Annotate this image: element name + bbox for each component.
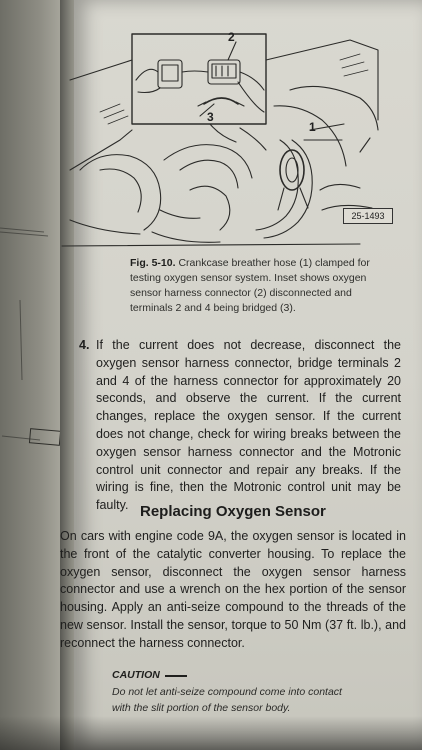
bottom-shadow bbox=[0, 716, 422, 750]
caution-title: CAUTION bbox=[112, 669, 160, 681]
label-2: 2 bbox=[228, 30, 235, 44]
figure-caption bbox=[130, 256, 380, 316]
figure-label: Fig. 5-10. bbox=[130, 257, 176, 269]
caution-text: Do not let anti-seize compound come into contact with the slit portion of the sensor body. bbox=[112, 686, 342, 714]
caption-text: Crankcase breather hose (1) clamped for testing oxygen sensor system. Inset shows oxygen sensor harness connector (2) disconnected and terminals 2 and 4 being bridged (3). bbox=[130, 257, 370, 314]
figure-id: 25-1493 bbox=[343, 208, 393, 224]
step-number: 4. bbox=[79, 338, 90, 352]
caution-rule bbox=[165, 675, 187, 677]
engine-illustration bbox=[60, 20, 380, 252]
section-paragraph: On cars with engine code 9A, the oxygen sensor is located in the front of the catalytic converter housing. To replace the oxygen sensor, disconnect the oxygen sensor harness connector and use a wrench on the hex portion of the sensor housing. Apply an anti-seize compound to the threads of the new sensor. Install the sensor, torque to 50 Nm (37 ft. lb.), and reconnect the harness connector. bbox=[60, 529, 406, 650]
engine-drawing bbox=[60, 20, 380, 252]
step-text: If the current does not decrease, disconnect the oxygen sensor harness connector, bridge terminals 2 and 4 of the harness connector for approximately 20 seconds, and observe the current. If the current changes, replace the oxygen sensor. If the current does not change, check for wiring breaks between the oxygen sensor harness connector and the Motronic control unit connector and repair any breaks. If the wiring is fine, then the Motronic control unit may be faulty. bbox=[96, 338, 401, 513]
section-heading: Replacing Oxygen Sensor bbox=[140, 503, 326, 520]
label-1: 1 bbox=[309, 120, 316, 134]
procedure-step bbox=[79, 337, 401, 515]
label-3: 3 bbox=[207, 110, 214, 124]
